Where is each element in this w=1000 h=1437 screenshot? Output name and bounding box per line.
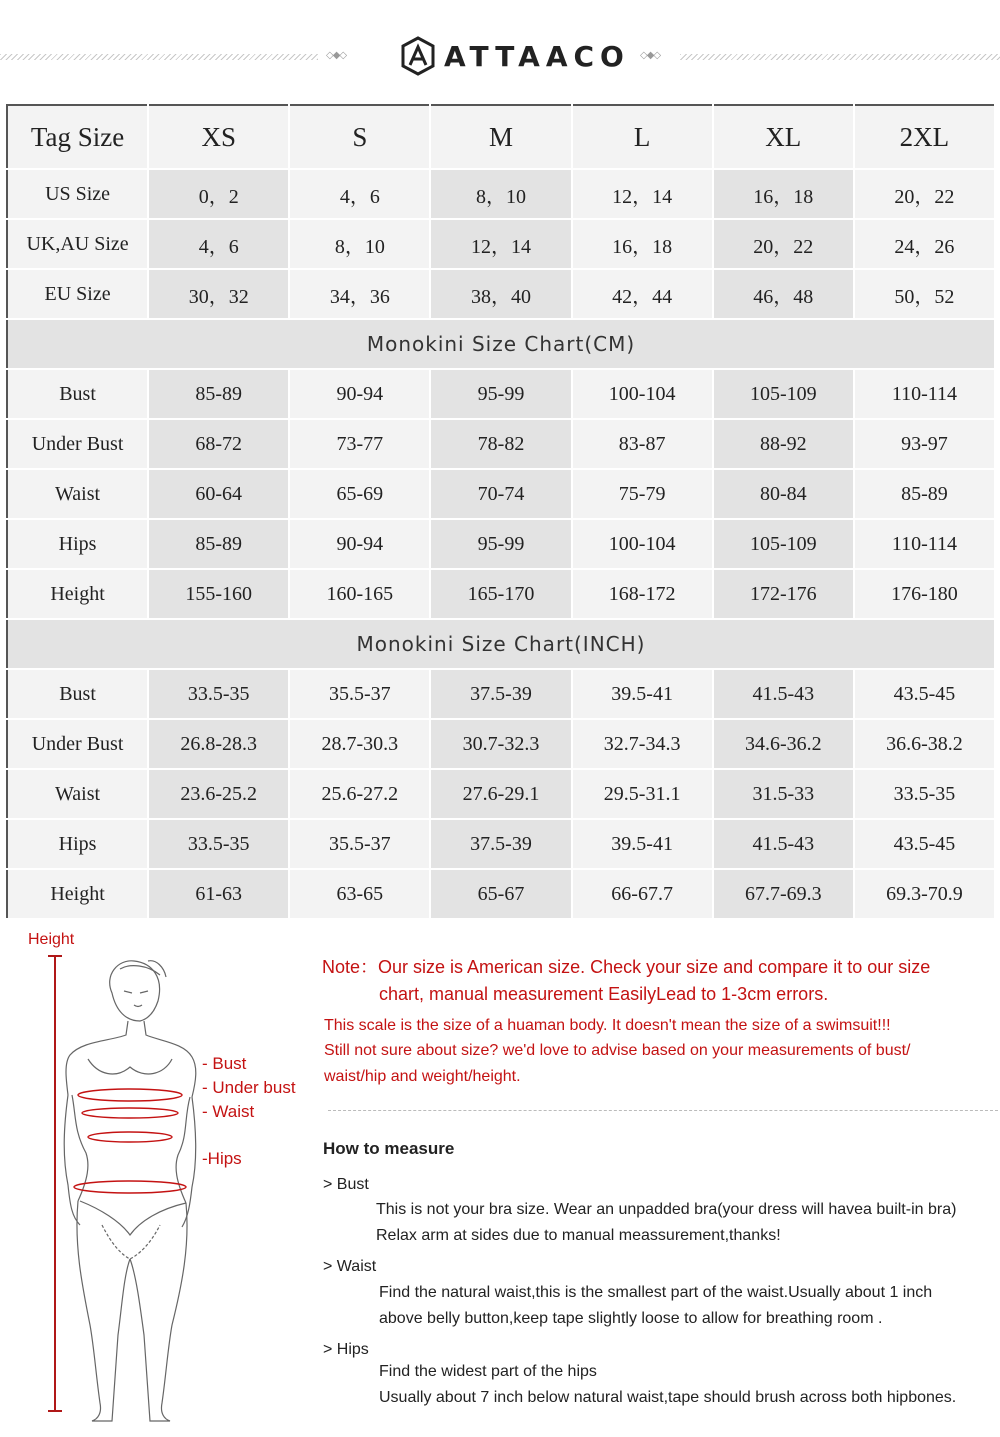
table-cell: 26.8-28.3 xyxy=(148,719,289,769)
row-label: US Size xyxy=(7,169,148,219)
table-cell: 42，44 xyxy=(572,269,713,319)
howto-title: How to measure xyxy=(323,1139,455,1158)
tag-size-header: Tag Size xyxy=(7,105,148,169)
table-cell: 93-97 xyxy=(854,419,995,469)
divider-left xyxy=(0,54,318,60)
table-cell: 60-64 xyxy=(148,469,289,519)
table-cell: 110-114 xyxy=(854,369,995,419)
row-label: Under Bust xyxy=(7,419,148,469)
table-cell: 33.5-35 xyxy=(148,669,289,719)
note-line-4: Still not sure about size? we'd love to advise based on your measurements of bust/ xyxy=(324,1042,911,1059)
table-cell: 16，18 xyxy=(572,219,713,269)
body-measurement-figure xyxy=(0,925,320,1437)
table-cell: 155-160 xyxy=(148,569,289,619)
table-cell: 35.5-37 xyxy=(289,819,430,869)
table-cell: 80-84 xyxy=(713,469,854,519)
table-cell: 33.5-35 xyxy=(148,819,289,869)
waist-label: - Waist xyxy=(202,1102,255,1121)
table-cell: 31.5-33 xyxy=(713,769,854,819)
female-body-outline-icon xyxy=(60,955,200,1425)
table-cell: 95-99 xyxy=(430,369,571,419)
table-cell: 27.6-29.1 xyxy=(430,769,571,819)
table-cell: 66-67.7 xyxy=(572,869,713,919)
table-cell: 105-109 xyxy=(713,519,854,569)
table-cell: 69.3-70.9 xyxy=(854,869,995,919)
table-cell: 8，10 xyxy=(289,219,430,269)
row-label: Waist xyxy=(7,469,148,519)
brand-logo xyxy=(400,36,630,76)
table-cell: 70-74 xyxy=(430,469,571,519)
table-row xyxy=(7,369,995,419)
table-cell: 35.5-37 xyxy=(289,669,430,719)
row-label: Waist xyxy=(7,769,148,819)
hips-text-2: Usually about 7 inch below natural waist,tape should brush across both hipbones. xyxy=(379,1389,957,1406)
table-cell: 37.5-39 xyxy=(430,819,571,869)
table-cell: 85-89 xyxy=(148,519,289,569)
row-label: EU Size xyxy=(7,269,148,319)
table-cell: 12，14 xyxy=(430,219,571,269)
table-cell: 75-79 xyxy=(572,469,713,519)
waist-text-2: above belly button,keep tape slightly loose to allow for breathing room . xyxy=(379,1310,883,1327)
table-cell: 32.7-34.3 xyxy=(572,719,713,769)
table-cell: 68-72 xyxy=(148,419,289,469)
table-row xyxy=(7,469,995,519)
bust-text-1: This is not your bra size. Wear an unpadded bra(your dress will havea built-in bra) xyxy=(376,1201,957,1218)
table-row xyxy=(7,169,995,219)
section-title: Monokini Size Chart(INCH) xyxy=(7,619,995,669)
table-cell: 34.6-36.2 xyxy=(713,719,854,769)
row-label: UK,AU Size xyxy=(7,219,148,269)
table-cell: 28.7-30.3 xyxy=(289,719,430,769)
size-header-cell: XL xyxy=(713,105,854,169)
table-cell: 23.6-25.2 xyxy=(148,769,289,819)
table-cell: 29.5-31.1 xyxy=(572,769,713,819)
table-cell: 16，18 xyxy=(713,169,854,219)
table-cell: 100-104 xyxy=(572,519,713,569)
table-cell: 8，10 xyxy=(430,169,571,219)
header xyxy=(0,0,1000,104)
table-cell: 90-94 xyxy=(289,519,430,569)
table-cell: 63-65 xyxy=(289,869,430,919)
table-cell: 110-114 xyxy=(854,519,995,569)
table-cell: 65-67 xyxy=(430,869,571,919)
table-header-row xyxy=(7,105,995,169)
table-cell: 95-99 xyxy=(430,519,571,569)
brand-name: ATTAACO xyxy=(444,39,630,73)
size-header-cell: 2XL xyxy=(854,105,995,169)
table-row xyxy=(7,519,995,569)
table-cell: 160-165 xyxy=(289,569,430,619)
row-label: Height xyxy=(7,869,148,919)
table-cell: 30.7-32.3 xyxy=(430,719,571,769)
note-line-2: chart, manual measurement EasilyLead to 1-3cm errors. xyxy=(379,984,829,1004)
row-label: Under Bust xyxy=(7,719,148,769)
table-cell: 36.6-38.2 xyxy=(854,719,995,769)
table-cell: 105-109 xyxy=(713,369,854,419)
table-cell: 85-89 xyxy=(854,469,995,519)
table-cell: 83-87 xyxy=(572,419,713,469)
table-cell: 61-63 xyxy=(148,869,289,919)
table-cell: 50，52 xyxy=(854,269,995,319)
table-cell: 33.5-35 xyxy=(854,769,995,819)
table-cell: 41.5-43 xyxy=(713,669,854,719)
table-row xyxy=(7,719,995,769)
hips-heading: > Hips xyxy=(323,1341,369,1358)
table-cell: 65-69 xyxy=(289,469,430,519)
row-label: Bust xyxy=(7,369,148,419)
table-row xyxy=(7,269,995,319)
dashed-divider xyxy=(328,1110,998,1111)
note-line-3: This scale is the size of a huaman body. It doesn't mean the size of a swimsuit!!! xyxy=(324,1017,891,1034)
waist-text-1: Find the natural waist,this is the smallest part of the waist.Usually about 1 inch xyxy=(379,1284,933,1301)
bust-heading: > Bust xyxy=(323,1176,369,1193)
table-cell: 12，14 xyxy=(572,169,713,219)
waist-heading: > Waist xyxy=(323,1258,377,1275)
table-row xyxy=(7,769,995,819)
table-cell: 30，32 xyxy=(148,269,289,319)
table-cell: 39.5-41 xyxy=(572,669,713,719)
table-cell: 43.5-45 xyxy=(854,669,995,719)
table-cell: 168-172 xyxy=(572,569,713,619)
table-cell: 38，40 xyxy=(430,269,571,319)
table-cell: 24，26 xyxy=(854,219,995,269)
hips-text-1: Find the widest part of the hips xyxy=(379,1363,597,1380)
diamond-ornament-icon: ◇◆◇ xyxy=(640,50,661,61)
table-cell: 20，22 xyxy=(854,169,995,219)
attaaco-logo-icon xyxy=(400,36,436,76)
table-cell: 20，22 xyxy=(713,219,854,269)
table-cell: 4，6 xyxy=(148,219,289,269)
table-row xyxy=(7,219,995,269)
table-cell: 25.6-27.2 xyxy=(289,769,430,819)
row-label: Height xyxy=(7,569,148,619)
size-header-cell: S xyxy=(289,105,430,169)
table-row xyxy=(7,419,995,469)
size-chart-table xyxy=(6,104,996,920)
table-row xyxy=(7,569,995,619)
table-cell: 78-82 xyxy=(430,419,571,469)
table-cell: 172-176 xyxy=(713,569,854,619)
table-cell: 85-89 xyxy=(148,369,289,419)
bust-label: - Bust xyxy=(202,1054,247,1073)
divider-right xyxy=(680,54,1000,60)
table-cell: 0，2 xyxy=(148,169,289,219)
table-cell: 165-170 xyxy=(430,569,571,619)
diamond-ornament-icon: ◇◆◇ xyxy=(326,50,347,61)
height-label: Height xyxy=(28,931,75,948)
size-header-cell: L xyxy=(572,105,713,169)
table-cell: 73-77 xyxy=(289,419,430,469)
table-cell: 4，6 xyxy=(289,169,430,219)
size-header-cell: M xyxy=(430,105,571,169)
table-cell: 176-180 xyxy=(854,569,995,619)
table-cell: 67.7-69.3 xyxy=(713,869,854,919)
table-row xyxy=(7,869,995,919)
table-cell: 43.5-45 xyxy=(854,819,995,869)
table-cell: 46，48 xyxy=(713,269,854,319)
note-line-1: Note：Our size is American size. Check your size and compare it to our size xyxy=(322,957,931,977)
note-line-5: waist/hip and weight/height. xyxy=(324,1068,521,1085)
section-row xyxy=(7,319,995,369)
table-cell: 41.5-43 xyxy=(713,819,854,869)
row-label: Hips xyxy=(7,519,148,569)
table-row xyxy=(7,819,995,869)
table-cell: 90-94 xyxy=(289,369,430,419)
table-cell: 100-104 xyxy=(572,369,713,419)
hips-label: -Hips xyxy=(202,1149,242,1168)
table-cell: 39.5-41 xyxy=(572,819,713,869)
under-bust-label: - Under bust xyxy=(202,1078,296,1097)
row-label: Hips xyxy=(7,819,148,869)
table-row xyxy=(7,669,995,719)
table-cell: 37.5-39 xyxy=(430,669,571,719)
section-row xyxy=(7,619,995,669)
size-header-cell: XS xyxy=(148,105,289,169)
section-title: Monokini Size Chart(CM) xyxy=(7,319,995,369)
table-cell: 34，36 xyxy=(289,269,430,319)
table-cell: 88-92 xyxy=(713,419,854,469)
bust-text-2: Relax arm at sides due to manual meassurement,thanks! xyxy=(376,1227,781,1244)
row-label: Bust xyxy=(7,669,148,719)
